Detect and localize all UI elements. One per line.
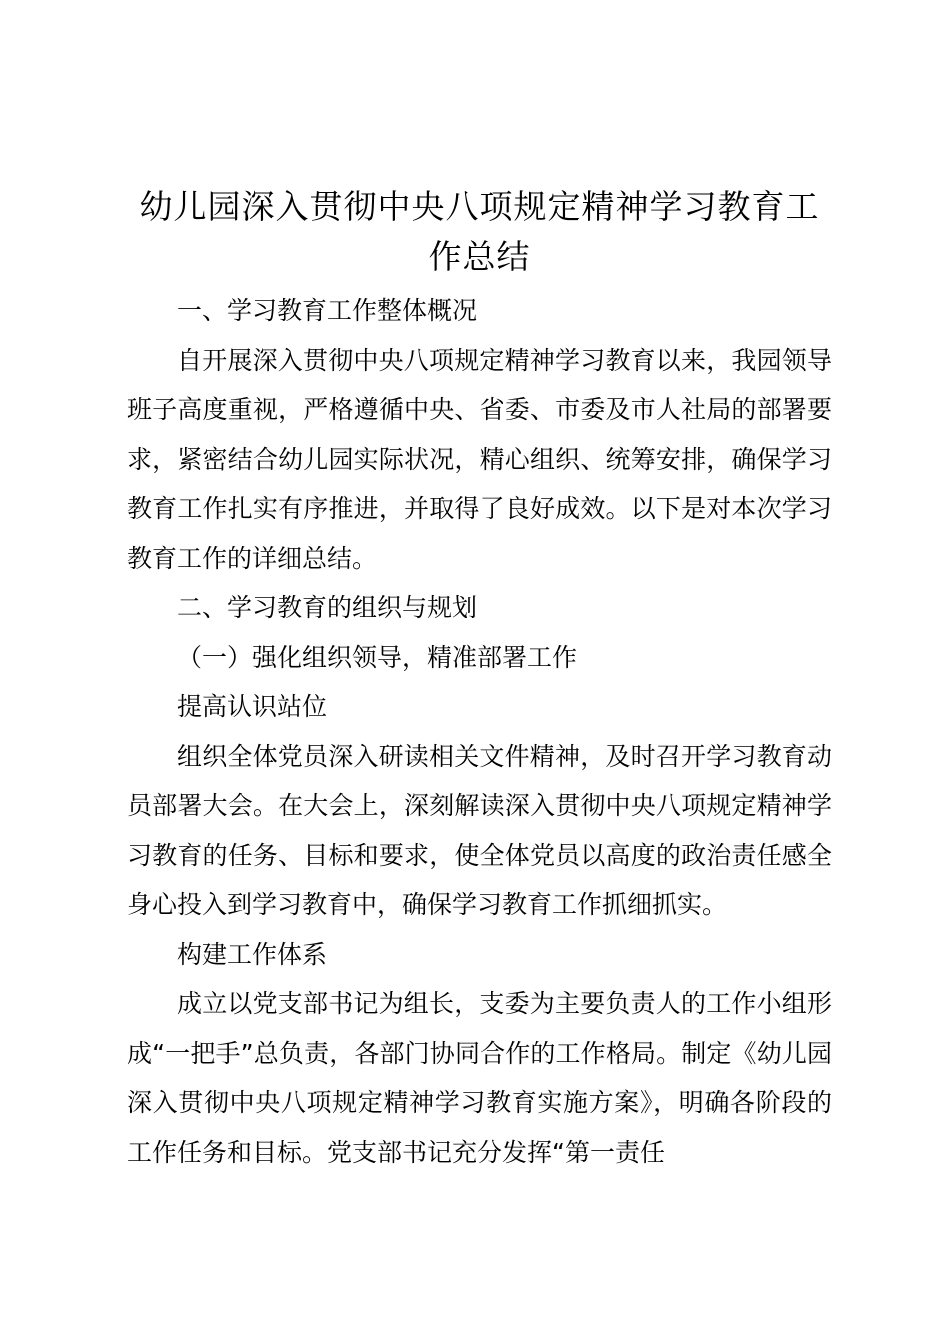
document-title: 幼儿园深入贯彻中央八项规定精神学习教育工作总结 [139,187,820,276]
document-page [127,182,832,1177]
item-heading-awareness: 提高认识站位 [177,692,328,721]
section-heading-organization: 二、学习教育的组织与规划 [177,593,478,622]
section-heading-overview: 一、学习教育工作整体概况 [177,296,478,325]
item-heading-system: 构建工作体系 [177,939,328,969]
document-body [127,286,832,1177]
paragraph-awareness: 组织全体党员深入研读相关文件精神，及时召开学习教育动员部署大会。在大会上，深刻解读深入贯彻中央八项规定精神学习教育的任务、目标和要求，使全体党员以高度的政治责任感全身心投入到学习教育中，确保学习教育工作抓细抓实。 [127,741,832,919]
paragraph-intro: 自开展深入贯彻中央八项规定精神学习教育以来，我园领导班子高度重视，严格遵循中央、省委、市委及市人社局的部署要求，紧密结合幼儿园实际状况，精心组织、统筹安排，确保学习教育工作扎实有序推进，并取得了良好成效。以下是对本次学习教育工作的详细总结。 [127,345,832,573]
subsection-heading-leadership: （一）强化组织领导，精准部署工作 [177,642,578,672]
paragraph-system: 成立以党支部书记为组长，支委为主要负责人的工作小组形成“一把手”总负责，各部门协同合作的工作格局。制定《幼儿园深入贯彻中央八项规定精神学习教育实施方案》，明确各阶段的工作任务和目标。党支部书记充分发挥“第一责任 [127,989,832,1167]
